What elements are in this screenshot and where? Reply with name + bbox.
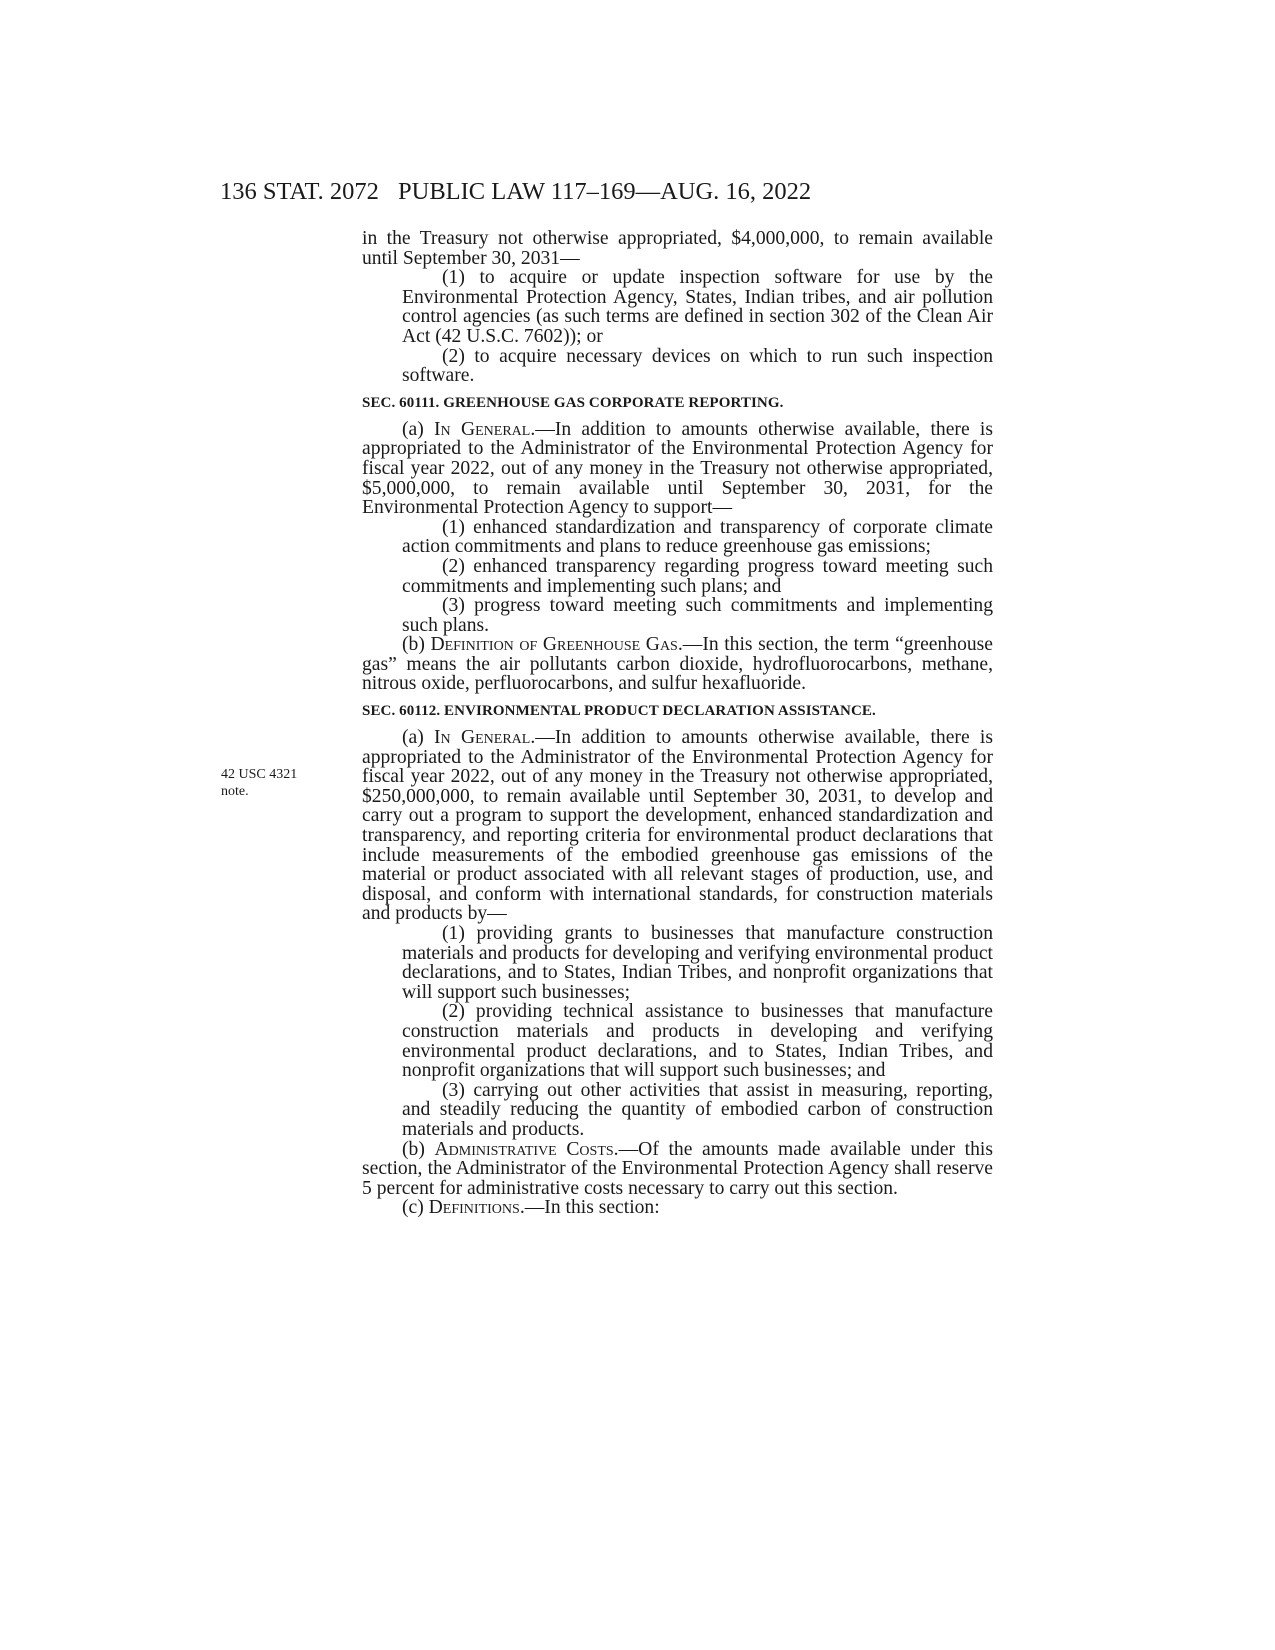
section-60112-subsection-c: (c) Definitions.—In this section: — [402, 1197, 660, 1219]
section-60112-item-2: (2) providing technical assistance to businesses that manufacture construction materials and products in developing and verifying environmental product declarations, and to States, Indian Tribes, and nonprofit organizations that will support such businesses; and — [402, 1001, 993, 1082]
margin-note-line-1: 42 USC 4321 — [221, 767, 298, 782]
section-60112-item-1: (1) providing grants to businesses that manufacture construction materials and products for developing and verifying environmental product declarations, and to States, Indian Tribes, and nonprofit organizations that will support such businesses; — [402, 923, 993, 1003]
section-60111-item-3: (3) progress toward meeting such commitments and implementing such plans. — [402, 595, 993, 636]
margin-note-line-2: note. — [221, 784, 249, 799]
section-60111-item-1: (1) enhanced standardization and transparency of corporate climate action commitments and plans to reduce greenhouse gas emissions; — [402, 516, 993, 558]
intro-item-1: (1) to acquire or update inspection software for use by the Environmental Protection Agency, States, Indian tribes, and air pollution control agencies (as such terms are defined in section 302 of the Clean Air Act (42 U.S.C. 7602)); or — [402, 267, 993, 347]
section-60111-subsection-a: (a) In General.—In addition to amounts otherwise available, there is appropriated to the Administrator of the Environmental Protection Agency for fiscal year 2022, out of any money in the Treasury not otherwise appropriated, $5,000,000, to remain available until September 30, 2031, for the Environmental Protection Agency to support— — [362, 418, 993, 519]
document-body — [362, 229, 993, 1218]
section-60111-item-2: (2) enhanced transparency regarding progress toward meeting such commitments and implementing such plans; and — [402, 555, 993, 597]
law-title: PUBLIC LAW 117–169—AUG. 16, 2022 — [398, 178, 812, 205]
subsection-caption: Administrative Costs — [434, 1138, 614, 1160]
statute-page-reference: 136 STAT. 2072 — [220, 178, 379, 205]
subsection-caption: In General — [434, 727, 531, 749]
section-60112-heading: SEC. 60112. ENVIRONMENTAL PRODUCT DECLARATION ASSISTANCE. — [362, 703, 876, 720]
margin-citation-note — [221, 766, 297, 800]
intro-item-2: (2) to acquire necessary devices on which to run such inspection software. — [402, 345, 993, 387]
subsection-caption: Definition of Greenhouse Gas — [430, 634, 678, 656]
section-60112-subsection-a: (a) In General.—In addition to amounts otherwise available, there is appropriated to the Administrator of the Environmental Protection Agency for fiscal year 2022, out of any money in the Treasury not otherwise appropriated, $250,000,000, to remain available until September 30, 2031, to develop and carry out a program to support the development, enhanced standardization and transparency, and reporting criteria for environmental product declarations that include measurements of the embodied greenhouse gas emissions of the material or product associated with all relevant stages of production, use, and disposal, and conform with international standards, for construction materials and products by— — [362, 727, 993, 925]
section-60112-subsection-b: (b) Administrative Costs.—Of the amounts made available under this section, the Administrator of the Environmental Protection Agency shall reserve 5 percent for administrative costs necessary to carry out this section. — [362, 1138, 993, 1199]
section-60112-item-3: (3) carrying out other activities that assist in measuring, reporting, and steadily reducing the quantity of embodied carbon of construction materials and products. — [402, 1079, 993, 1140]
section-60111-subsection-b: (b) Definition of Greenhouse Gas.—In this section, the term “greenhouse gas” means the air pollutants carbon dioxide, hydrofluorocarbons, methane, nitrous oxide, perfluorocarbons, and sulfur hexafluoride. — [362, 634, 994, 695]
intro-paragraph: in the Treasury not otherwise appropriated, $4,000,000, to remain available until September 30, 2031— — [362, 228, 993, 269]
subsection-caption: Definitions — [428, 1197, 520, 1219]
section-60111-heading: SEC. 60111. GREENHOUSE GAS CORPORATE REPORTING. — [362, 394, 784, 411]
subsection-caption: In General — [434, 418, 531, 440]
